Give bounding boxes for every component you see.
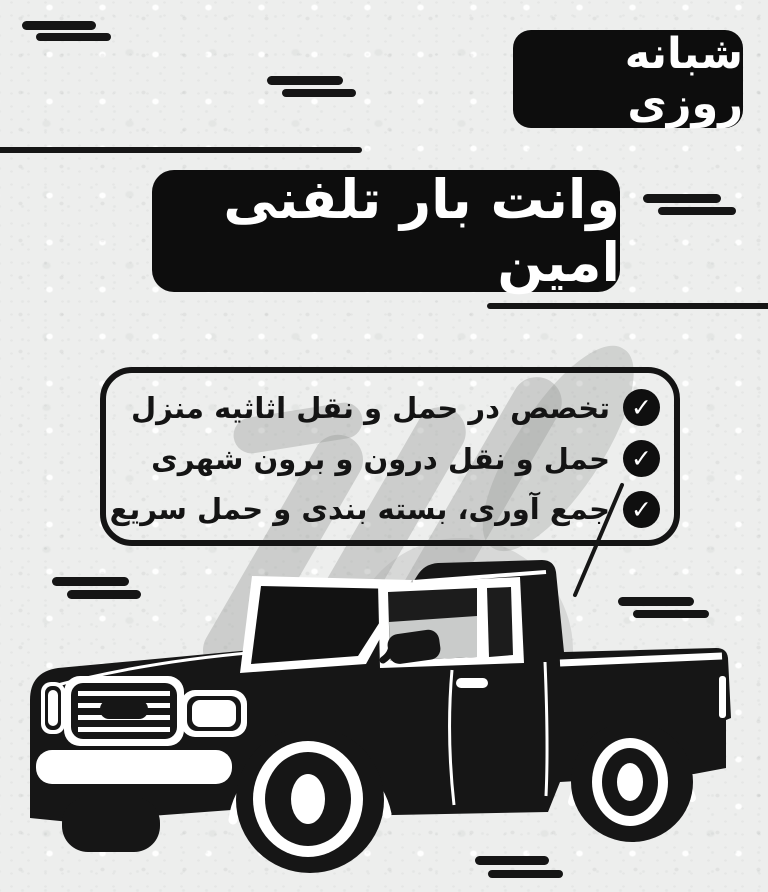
speed-line: [0, 147, 362, 153]
check-glyph: ✓: [631, 494, 652, 524]
badge-label: شبانه روزی: [624, 29, 743, 129]
page-title: وانت بار تلفنی امین: [223, 168, 620, 294]
speed-dash: [267, 76, 343, 85]
feature-label: تخصص در حمل و نقل اثاثیه منزل: [130, 390, 610, 425]
page-title-plate: [152, 170, 620, 292]
speed-dash: [22, 21, 96, 30]
feature-label: حمل و نقل درون و برون شهری: [151, 441, 610, 476]
speed-line: [487, 303, 768, 309]
speed-dash: [658, 207, 736, 215]
badge-24-7: [513, 30, 743, 128]
check-icon: [623, 389, 660, 426]
check-glyph: ✓: [631, 444, 652, 473]
check-glyph: ✓: [631, 393, 652, 423]
speed-dash: [643, 194, 721, 203]
speed-dash: [282, 89, 356, 97]
list-item: [120, 385, 660, 431]
pickup-truck-illustration: [0, 460, 768, 892]
feature-label: جمع آوری، بسته بندی و حمل سریع: [109, 492, 610, 527]
speed-dash: [36, 33, 111, 41]
